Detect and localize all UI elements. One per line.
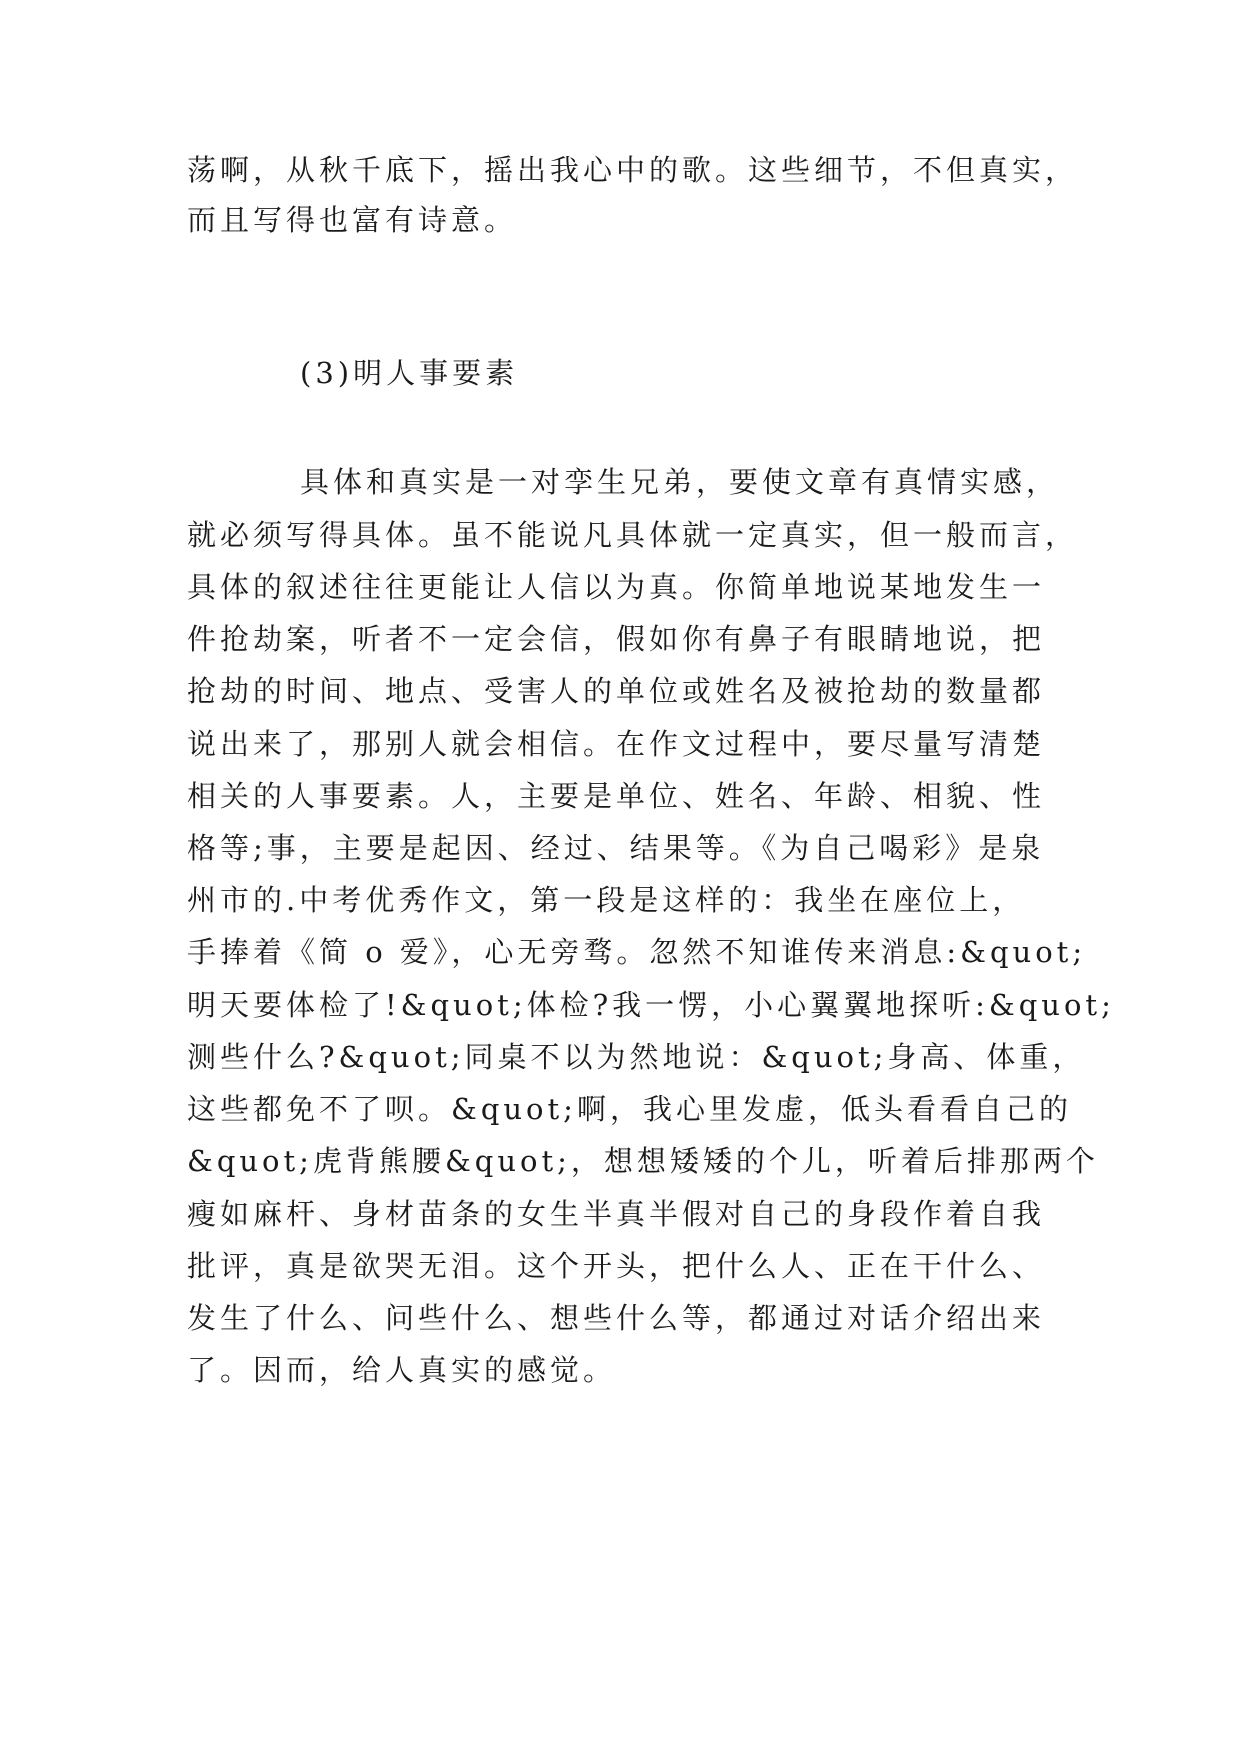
section-heading: (3)明人事要素 [300, 356, 519, 390]
body-line: 说出来了，那别人就会相信。在作文过程中，要尽量写清楚 [187, 727, 1046, 761]
body-line: 就必须写得具体。虽不能说凡具体就一定真实，但一般而言， [187, 518, 1079, 552]
body-line: 抢劫的时间、地点、受害人的单位或姓名及被抢劫的数量都 [187, 674, 1046, 708]
body-line: 瘦如麻杆、身材苗条的女生半真半假对自己的身段作着自我 [187, 1197, 1046, 1231]
body-line: 具体和真实是一对孪生兄弟，要使文章有真情实感， [300, 465, 1060, 499]
body-line: 这些都免不了呗。&quot;啊，我心里发虚，低头看看自己的 [187, 1092, 1072, 1126]
body-line: 发生了什么、问些什么、想些什么等，都通过对话介绍出来 [187, 1301, 1046, 1335]
body-line: 测些什么?&quot;同桌不以为然地说：&quot;身高、体重， [187, 1040, 1086, 1074]
body-line: 了。因而，给人真实的感觉。 [187, 1353, 617, 1387]
body-line: 批评，真是欲哭无泪。这个开头，把什么人、正在干什么、 [187, 1249, 1046, 1283]
body-line: 明天要体检了!&quot;体检?我一愣，小心翼翼地探听:&quot; [187, 988, 1115, 1022]
body-line: &quot;虎背熊腰&quot;，想想矮矮的个儿，听着后排那两个 [187, 1144, 1099, 1178]
intro-line: 荡啊，从秋千底下，摇出我心中的歌。这些细节，不但真实， [187, 153, 1079, 187]
body-line: 州市的.中考优秀作文，第一段是这样的：我坐在座位上， [187, 883, 1026, 917]
body-line: 手捧着《简 o 爱》，心无旁骛。忽然不知谁传来消息:&quot; [187, 935, 1087, 969]
body-line: 格等;事，主要是起因、经过、结果等。《为自己喝彩》是泉 [187, 831, 1045, 865]
intro-line: 而且写得也富有诗意。 [187, 203, 518, 237]
body-line: 相关的人事要素。人，主要是单位、姓名、年龄、相貌、性 [187, 779, 1046, 813]
body-line: 具体的叙述往往更能让人信以为真。你简单地说某地发生一 [187, 570, 1046, 604]
body-line: 件抢劫案，听者不一定会信，假如你有鼻子有眼睛地说，把 [187, 622, 1046, 656]
